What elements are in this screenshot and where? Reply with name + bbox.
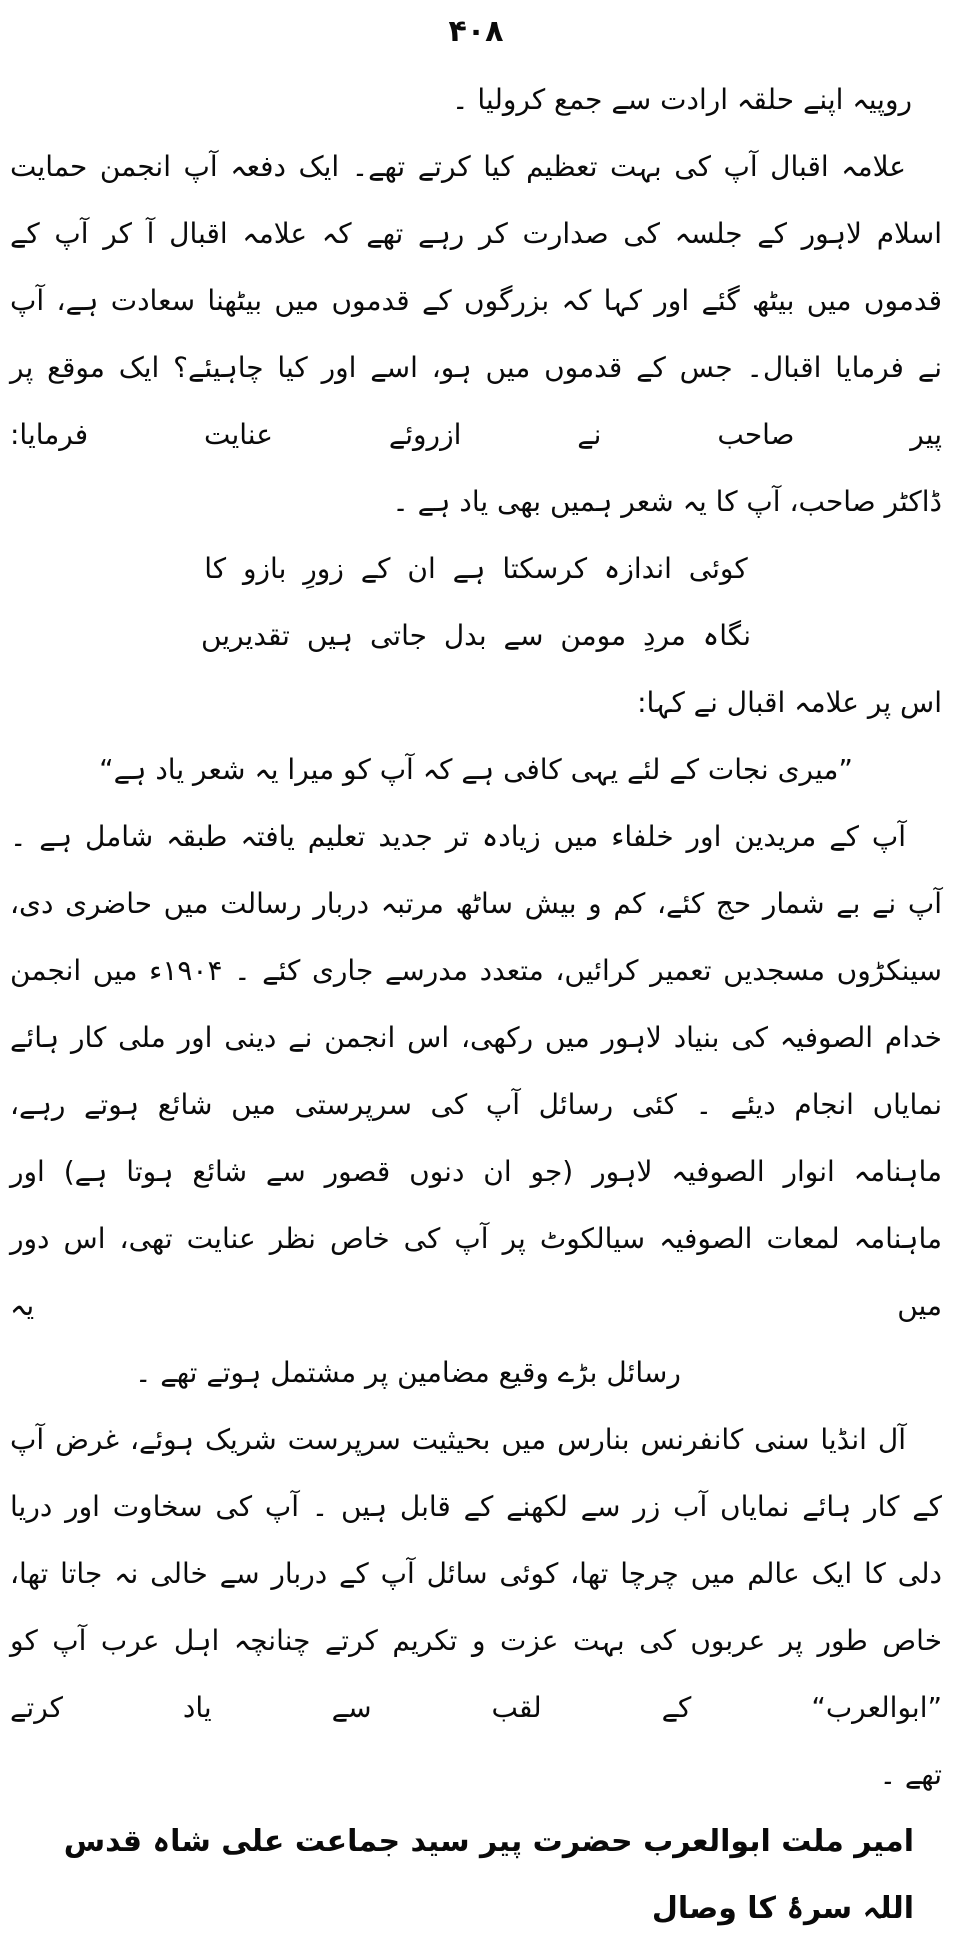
page-number: ۴۰۸ (448, 14, 504, 49)
paragraph-conference-and-generosity: آل انڈیا سنی کانفرنس بنارس میں بحیثیت سرپرست شریک ہوئے، غرض آپ کے کار ہائے نمایاں آب زر سے لکھنے کے قابل ہیں ۔ آپ کی سخاوت اور دریا دلی کا ایک عالم میں چرچا تھا، کوئی سائل آپ کے دربار سے خالی نہ جاتا تھا، خاص طور پر عربوں کی بہت عزت و تکریم کرتے چنانچہ اہل عرب آپ کو ”ابوالعرب“ کے لقب سے یاد کرتے (10, 1423, 942, 1724)
couplet-verse-1: کوئی اندازہ کرسکتا ہے ان کے زورِ بازو کا (204, 552, 748, 585)
paragraph-continuation-line: روپیہ اپنے حلقہ ارادت سے جمع کرولیا ۔ (452, 83, 912, 116)
couplet-verse-2: نگاہ مردِ مومن سے بدل جاتی ہیں تقدیریں (200, 619, 752, 652)
paragraph-disciples-and-services: آپ کے مریدین اور خلفاء میں زیادہ تر جدید تعلیم یافتہ طبقہ شامل ہے ۔ آپ نے بے شمار حج کئے، کم و بیش ساٹھ مرتبہ دربار رسالت میں حاضری دی، سینکڑوں مسجدیں تعمیر کرائیں، متعدد مدرسے جاری کئے ۔ ۱۹۰۴ء میں انجمن خدام الصوفیہ کی بنیاد لاہور میں رکھی، اس انجمن نے دینی اور ملی کار ہائے نمایاں انجام دیئے ۔ کئی رسائل آپ کی سرپرستی میں شائع ہوتے رہے، ماہنامہ انوار الصوفیہ لاہور (جو ان دنوں قصور سے شائع ہوتا ہے) اور ماہنامہ لمعات الصوفیہ سیالکوٹ پر آپ کی خاص نظر عنایت تھی، اس دور میں یہ (10, 820, 942, 1322)
iqbal-quote-line: ”میری نجات کے لئے یہی کافی ہے کہ آپ کو میرا یہ شعر یاد ہے“ (99, 753, 853, 786)
pir-sahib-quote-line: ڈاکٹر صاحب، آپ کا یہ شعر ہمیں بھی یاد ہے ۔ (392, 485, 942, 518)
paragraph-disciples-last-line: رسائل بڑے وقیع مضامین پر مشتمل ہوتے تھے ۔ (135, 1356, 681, 1389)
iqbal-reply-intro-line: اس پر علامہ اقبال نے کہا: (637, 686, 942, 719)
page-body (10, 66, 942, 1942)
paragraph-allama-iqbal-respect: علامہ اقبال آپ کی بہت تعظیم کیا کرتے تھے۔ ایک دفعہ آپ انجمن حمایت اسلام لاہور کے جلسہ کی صدارت کر رہے تھے کہ علامہ اقبال آ کر آپ کے قدموں میں بیٹھ گئے اور کہا کہ بزرگوں کے قدموں میں بیٹھنا سعادت ہے، آپ نے فرمایا اقبال۔ جس کے قدموں میں ہو، اسے اور کیا چاہیئے؟ ایک موقع پر پیر صاحب نے ازروئے عنایت فرمایا: (10, 150, 942, 451)
section-heading-wisal: امیر ملت ابوالعرب حضرت پیر سید جماعت علی شاہ قدس اللہ سرۂ کا وصال (63, 1824, 914, 1926)
paragraph-conference-last-word: تھے ۔ (879, 1758, 942, 1791)
